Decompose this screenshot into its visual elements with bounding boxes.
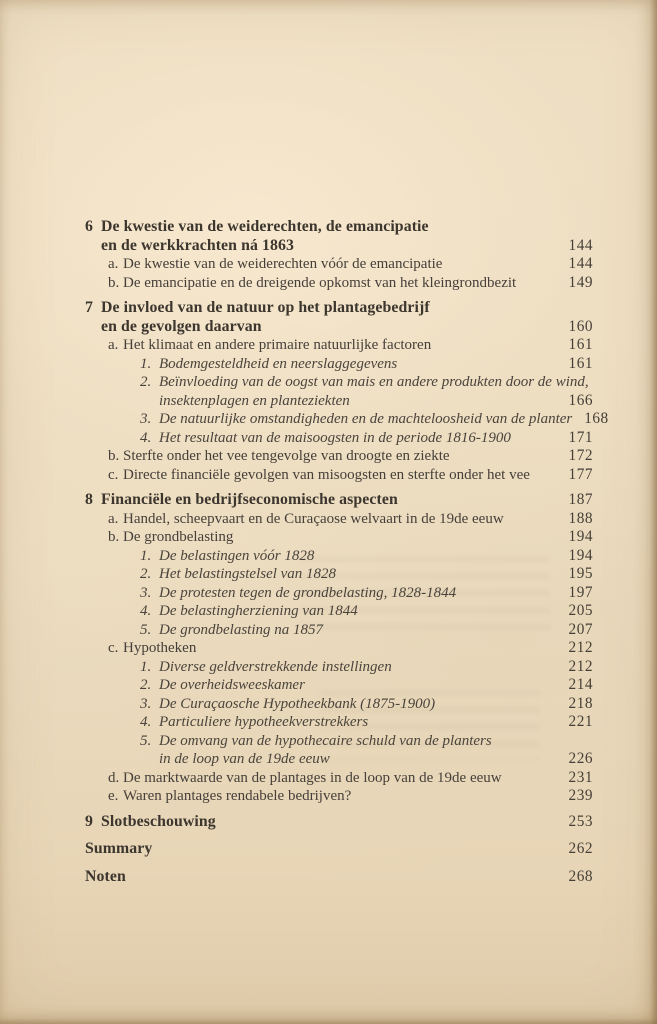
entry-text: De grondbelasting: [123, 529, 234, 545]
toc-row: [85, 602, 593, 621]
entry-text: Summary: [85, 840, 153, 857]
toc-row: [85, 547, 593, 566]
entry-text: Diverse geldverstrekkende instellingen: [159, 658, 392, 675]
toc-row: [85, 491, 593, 510]
entry-page-number: 160: [568, 317, 593, 335]
entry-page-number: 221: [568, 713, 593, 730]
toc-row: [85, 255, 593, 274]
entry-text: Sterfte onder het vee tengevolge van droogte en ziekte: [123, 448, 450, 464]
entry-page-number: 253: [568, 812, 593, 830]
entry-text: en de gevolgen daarvan: [101, 317, 262, 335]
toc-row: [85, 466, 593, 485]
entry-page-number: 218: [568, 694, 593, 712]
entry-page-number: 212: [568, 639, 593, 656]
entry-label: b.: [108, 529, 120, 545]
entry-page-number: 172: [568, 447, 593, 464]
page-edge-shadow: [0, 1018, 657, 1024]
entry-text: De natuurlijke omstandigheden en de machteloosheid van de planter: [159, 411, 573, 427]
entry-page-number: 214: [568, 676, 593, 693]
entry-text: Het klimaat en andere primaire natuurlijke factoren: [123, 337, 432, 353]
entry-page-number: 194: [568, 546, 593, 564]
entry-text: insektenplagen en planteziekten: [159, 392, 350, 409]
entry-page-number: 262: [568, 840, 593, 857]
entry-label: a.: [108, 256, 119, 272]
toc-row: [85, 840, 593, 859]
entry-text: De marktwaarde van de plantages in de loop van de 19de eeuw: [123, 769, 502, 786]
entry-text: Het resultaat van de maisoogsten in de periode 1816-1900: [159, 429, 511, 446]
toc-row: [85, 373, 593, 392]
chapter-number: 8: [85, 491, 93, 508]
entry-label: 5.: [140, 732, 152, 749]
entry-label: a.: [108, 337, 119, 353]
toc-row: [85, 299, 593, 318]
toc-row: [85, 336, 593, 355]
entry-page-number: 195: [568, 565, 593, 582]
toc-row: [85, 274, 593, 293]
entry-page-number: 212: [568, 657, 593, 675]
entry-page-number: 188: [568, 509, 593, 527]
entry-page-number: 161: [568, 336, 593, 353]
entry-text: Waren plantages rendabele bedrijven?: [123, 788, 352, 804]
entry-text: De emancipatie en de dreigende opkomst van het kleingrondbezit: [123, 274, 517, 291]
entry-page-number: 207: [568, 620, 593, 638]
entry-text: De kwestie van de weiderechten, de emancipatie: [101, 218, 429, 235]
toc-row: [85, 750, 593, 769]
entry-text: Financiële en bedrijfseconomische aspecten: [101, 491, 398, 508]
entry-label: 2.: [140, 566, 152, 582]
toc-row: [85, 410, 609, 429]
toc-row: [85, 695, 593, 714]
toc-row: [85, 621, 593, 640]
entry-label: 1.: [140, 355, 152, 372]
entry-text: Directe financiële gevolgen van misoogsten en sterfte onder het vee: [123, 466, 530, 483]
entry-text: Het belastingstelsel van 1828: [159, 566, 337, 582]
entry-text: Noten: [85, 867, 126, 885]
entry-label: 1.: [140, 547, 152, 564]
entry-text: De belastingherziening van 1844: [159, 603, 358, 619]
entry-text: De omvang van de hypothecaire schuld van de planters: [159, 732, 492, 749]
entry-text: De invloed van de natuur op het plantagebedrijf: [101, 299, 430, 316]
entry-text: Bodemgesteldheid en neerslaggegevens: [159, 355, 398, 372]
toc-row: [85, 639, 593, 658]
entry-label: 5.: [140, 621, 152, 638]
entry-page-number: 171: [568, 428, 593, 446]
entry-text: Handel, scheepvaart en de Curaçaose welvaart in de 19de eeuw: [123, 510, 504, 527]
entry-label: 1.: [140, 658, 152, 675]
entry-label: b.: [108, 448, 120, 464]
entry-page-number: 197: [568, 583, 593, 601]
chapter-number: 6: [85, 218, 93, 235]
entry-page-number: 168: [584, 410, 609, 427]
toc-row: [85, 429, 593, 448]
entry-text: Particuliere hypotheekverstrekkers: [159, 714, 369, 730]
entry-page-number: 231: [568, 768, 593, 786]
entry-page-number: 161: [568, 354, 593, 372]
entry-page-number: 239: [568, 787, 593, 804]
entry-label: 2.: [140, 374, 152, 390]
entry-text: en de werkkrachten ná 1863: [101, 236, 295, 254]
entry-text: De belastingen vóór 1828: [159, 547, 315, 564]
entry-label: 4.: [140, 603, 152, 619]
entry-page-number: 144: [568, 236, 593, 254]
entry-page-number: 166: [568, 391, 593, 409]
entry-label: 2.: [140, 677, 152, 693]
toc-row: [85, 713, 593, 732]
entry-label: e.: [108, 788, 119, 804]
entry-page-number: 149: [568, 273, 593, 291]
entry-text: Hypotheken: [123, 640, 197, 656]
entry-text: De protesten tegen de grondbelasting, 1828-1844: [159, 584, 457, 601]
toc-row: [85, 584, 593, 603]
entry-page-number: 177: [568, 465, 593, 483]
entry-text: De overheidsweeskamer: [159, 677, 305, 693]
toc-row: [85, 565, 593, 584]
entry-page-number: 194: [568, 528, 593, 545]
entry-text: in de loop van de 19de eeuw: [159, 751, 330, 767]
entry-label: 4.: [140, 429, 152, 446]
entry-text: De grondbelasting na 1857: [159, 621, 324, 638]
entry-page-number: 187: [568, 491, 593, 508]
entry-label: d.: [108, 769, 120, 786]
entry-text: Slotbeschouwing: [101, 812, 216, 830]
toc-row: [85, 813, 593, 832]
toc-row: [85, 392, 593, 411]
entry-label: c.: [108, 640, 119, 656]
entry-page-number: 205: [568, 602, 593, 619]
entry-label: c.: [108, 466, 119, 483]
entry-label: 3.: [140, 695, 152, 712]
entry-page-number: 226: [568, 750, 593, 767]
entry-text: De kwestie van de weiderechten vóór de emancipatie: [123, 256, 443, 272]
toc-row: [85, 769, 593, 788]
toc-row: [85, 447, 593, 466]
toc-row: [85, 787, 593, 806]
entry-label: 4.: [140, 714, 152, 730]
toc-row: [85, 355, 593, 374]
entry-label: 3.: [140, 584, 152, 601]
toc-row: [85, 510, 593, 529]
toc-row: [85, 237, 593, 256]
toc-row: [85, 528, 593, 547]
chapter-number: 7: [85, 299, 93, 316]
toc-row: [85, 658, 593, 677]
chapter-number: 9: [85, 812, 93, 830]
entry-label: 3.: [140, 411, 152, 427]
entry-page-number: 144: [568, 255, 593, 272]
toc-row: [85, 318, 593, 337]
toc-row: [85, 732, 593, 751]
page-edge-shadow: [650, 0, 657, 1024]
toc-row: [85, 868, 593, 887]
entry-text: Beïnvloeding van de oogst van mais en andere produkten door de wind,: [159, 374, 589, 390]
toc-row: [85, 218, 593, 237]
entry-text: De Curaçaosche Hypotheekbank (1875-1900): [159, 695, 436, 712]
toc-row: [85, 676, 593, 695]
entry-label: b.: [108, 274, 120, 291]
entry-page-number: 268: [568, 867, 593, 885]
entry-label: a.: [108, 510, 119, 527]
table-of-contents: [85, 218, 609, 886]
